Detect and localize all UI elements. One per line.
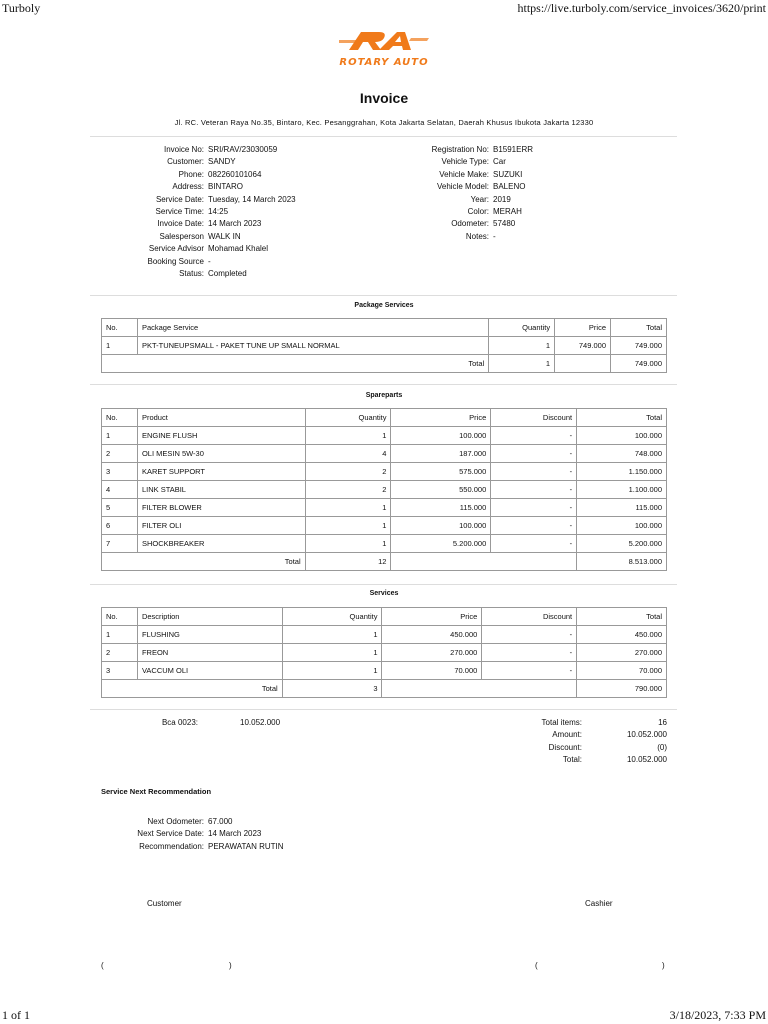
column-header: Product xyxy=(137,409,305,427)
cashier-signature-label: Cashier xyxy=(585,899,613,908)
recommendation-field-value: PERAWATAN RUTIN xyxy=(208,841,284,851)
recommendation-field-label: Next Service Date: xyxy=(137,829,204,839)
summary-row xyxy=(480,743,667,755)
table-cell: - xyxy=(482,626,577,644)
recommendation-field-label: Recommendation: xyxy=(139,841,204,851)
table-cell: 5.200.000 xyxy=(577,535,667,553)
summary-value: (0) xyxy=(657,742,667,752)
customer-open-paren: ( xyxy=(101,961,104,970)
recommendation-field-value: 14 March 2023 xyxy=(208,829,262,839)
table-cell: 100.000 xyxy=(577,517,667,535)
vehicle-field-label: Vehicle Make: xyxy=(439,169,489,179)
vehicle-field-row xyxy=(395,219,533,231)
vehicle-details-right xyxy=(395,145,533,244)
table-cell: 1 xyxy=(102,337,138,355)
invoice-field-row xyxy=(100,219,296,231)
table-cell: 2 xyxy=(102,644,138,662)
table-cell: 575.000 xyxy=(391,463,491,481)
table-cell: 4 xyxy=(102,481,138,499)
total-spacer xyxy=(555,355,611,373)
table-cell: 187.000 xyxy=(391,445,491,463)
summary-row xyxy=(480,755,667,767)
vehicle-field-label: Color: xyxy=(467,206,489,216)
invoice-field-value: Completed xyxy=(208,268,247,278)
table-cell: FILTER OLI xyxy=(137,517,305,535)
table-cell: 1.150.000 xyxy=(577,463,667,481)
total-amount: 790.000 xyxy=(577,680,667,698)
vehicle-field-value: BALENO xyxy=(493,182,526,192)
summary-value: 10.052.000 xyxy=(626,755,667,765)
vehicle-field-row xyxy=(395,232,533,244)
table-row xyxy=(102,517,667,535)
invoice-field-row xyxy=(100,157,296,169)
total-quantity: 1 xyxy=(489,355,555,373)
table-cell: - xyxy=(491,427,577,445)
invoice-field-row xyxy=(100,145,296,157)
table-cell: 550.000 xyxy=(391,481,491,499)
vehicle-field-row xyxy=(395,207,533,219)
total-row xyxy=(102,355,667,373)
page-count: 1 of 1 xyxy=(2,1008,30,1022)
table-row xyxy=(102,463,667,481)
table-cell: 749.000 xyxy=(611,337,667,355)
payment-value: 10.052.000 xyxy=(240,718,281,727)
services-table xyxy=(101,607,667,698)
table-cell: 100.000 xyxy=(391,517,491,535)
summary-label: Amount: xyxy=(552,730,582,740)
table-cell: 70.000 xyxy=(577,662,667,680)
table-cell: - xyxy=(491,445,577,463)
vehicle-field-row xyxy=(395,195,533,207)
vehicle-field-value: MERAH xyxy=(493,206,522,216)
total-label: Total xyxy=(102,680,283,698)
column-header: Total xyxy=(577,409,667,427)
vehicle-field-label: Vehicle Type: xyxy=(441,157,489,167)
vehicle-field-value: 57480 xyxy=(493,219,516,229)
spareparts-label: Spareparts xyxy=(365,392,403,399)
invoice-details-left xyxy=(100,145,296,281)
vehicle-field-value: Car xyxy=(493,157,506,167)
total-amount: 749.000 xyxy=(611,355,667,373)
invoice-field-label: Address: xyxy=(172,182,204,192)
invoice-field-row xyxy=(100,170,296,182)
print-footer xyxy=(0,1006,768,1024)
table-cell: 1.100.000 xyxy=(577,481,667,499)
vehicle-field-row xyxy=(395,157,533,169)
table-cell: 5.200.000 xyxy=(391,535,491,553)
invoice-field-row xyxy=(100,257,296,269)
total-row xyxy=(102,553,667,571)
vehicle-field-row xyxy=(395,170,533,182)
vehicle-field-label: Year: xyxy=(470,194,489,204)
table-cell: FREON xyxy=(137,644,282,662)
invoice-field-label: Phone: xyxy=(178,169,204,179)
table-cell: 3 xyxy=(102,463,138,481)
services-label: Services xyxy=(369,590,399,597)
table-cell: 1 xyxy=(305,499,391,517)
total-row xyxy=(102,680,667,698)
total-quantity: 12 xyxy=(305,553,391,571)
vehicle-field-row xyxy=(395,145,533,157)
summary-label: Total items: xyxy=(541,718,582,727)
invoice-field-label: Booking Source xyxy=(147,256,204,266)
table-cell: 115.000 xyxy=(577,499,667,517)
company-address: Jl. RC. Veteran Raya No.35, Bintaro, Kec. Pesanggrahan, Kota Jakarta Selatan, Daerah Khusus Ibukota Jakarta 12330 xyxy=(174,118,594,127)
total-label: Total xyxy=(102,553,306,571)
invoice-field-value: 14:25 xyxy=(208,206,229,216)
invoice-field-row xyxy=(100,232,296,244)
column-header: Discount xyxy=(482,608,577,626)
table-cell: 1 xyxy=(282,626,382,644)
invoice-field-label: Invoice Date: xyxy=(157,219,204,229)
company-logo xyxy=(0,30,768,68)
package-services-label: Package Services xyxy=(354,302,414,309)
invoice-field-label: Status: xyxy=(179,268,204,278)
payment-label: Bca 0023: xyxy=(161,718,198,727)
invoice-field-label: Service Advisor xyxy=(148,244,204,254)
column-header: Quantity xyxy=(305,409,391,427)
table-cell: 70.000 xyxy=(382,662,482,680)
divider xyxy=(90,295,677,296)
total-spacer xyxy=(391,553,577,571)
column-header: Description xyxy=(137,608,282,626)
table-cell: 1 xyxy=(305,517,391,535)
table-cell: - xyxy=(491,535,577,553)
table-row xyxy=(102,445,667,463)
invoice-field-label: Customer: xyxy=(167,157,204,167)
invoice-field-value: SRI/RAV/23030059 xyxy=(208,145,278,154)
table-cell: 748.000 xyxy=(577,445,667,463)
vehicle-field-label: Notes: xyxy=(465,231,489,241)
table-cell: 270.000 xyxy=(382,644,482,662)
column-header: Quantity xyxy=(282,608,382,626)
table-cell: - xyxy=(482,644,577,662)
invoice-field-row xyxy=(100,207,296,219)
page-url: https://live.turboly.com/service_invoices/3620/print xyxy=(517,1,766,15)
table-row xyxy=(102,427,667,445)
column-header: Quantity xyxy=(489,319,555,337)
table-cell: 100.000 xyxy=(577,427,667,445)
table-cell: 1 xyxy=(282,644,382,662)
table-cell: 6 xyxy=(102,517,138,535)
customer-signature-label: Customer xyxy=(147,899,182,908)
column-header: No. xyxy=(102,409,138,427)
invoice-field-row xyxy=(100,269,296,281)
invoice-field-label: Service Date: xyxy=(155,194,204,204)
vehicle-field-label: Registration No: xyxy=(431,145,489,154)
table-row xyxy=(102,337,667,355)
divider xyxy=(90,709,677,710)
table-cell: - xyxy=(491,499,577,517)
print-timestamp: 3/18/2023, 7:33 PM xyxy=(669,1008,766,1022)
invoice-field-value: 082260101064 xyxy=(208,169,262,179)
column-header: Price xyxy=(391,409,491,427)
column-header: Price xyxy=(555,319,611,337)
invoice-field-label: Invoice No: xyxy=(163,145,204,154)
table-cell: 2 xyxy=(102,445,138,463)
table-cell: - xyxy=(491,463,577,481)
table-row xyxy=(102,644,667,662)
divider xyxy=(90,584,677,585)
table-cell: 115.000 xyxy=(391,499,491,517)
summary-label: Discount: xyxy=(548,742,582,752)
cashier-open-paren: ( xyxy=(535,961,538,970)
recommendation-field-value: 67.000 xyxy=(208,817,233,826)
table-cell: 1 xyxy=(305,535,391,553)
table-cell: - xyxy=(491,481,577,499)
total-amount: 8.513.000 xyxy=(577,553,667,571)
table-row xyxy=(102,626,667,644)
total-label: Total xyxy=(102,355,489,373)
table-cell: 1 xyxy=(102,427,138,445)
column-header: No. xyxy=(102,608,138,626)
logo-text: ROTARY AUTO xyxy=(339,57,429,68)
table-cell: 2 xyxy=(305,463,391,481)
table-cell: KARET SUPPORT xyxy=(137,463,305,481)
column-header: Package Service xyxy=(137,319,488,337)
table-cell: FLUSHING xyxy=(137,626,282,644)
vehicle-field-value: B1591ERR xyxy=(493,145,534,154)
vehicle-field-value: SUZUKI xyxy=(493,169,523,179)
table-row xyxy=(102,499,667,517)
invoice-field-value: Mohamad Khalel xyxy=(208,244,269,254)
table-row xyxy=(102,662,667,680)
summary-row xyxy=(480,718,667,730)
table-cell: ENGINE FLUSH xyxy=(137,427,305,445)
recommendation-field-row xyxy=(100,817,284,829)
divider xyxy=(90,384,677,385)
table-cell: FILTER BLOWER xyxy=(137,499,305,517)
invoice-field-value: - xyxy=(208,256,211,266)
recommendation-details xyxy=(100,817,284,854)
divider xyxy=(90,136,677,137)
table-cell: 450.000 xyxy=(382,626,482,644)
invoice-field-row xyxy=(100,244,296,256)
invoice-field-value: 14 March 2023 xyxy=(208,219,262,229)
invoice-title: Invoice xyxy=(359,90,409,106)
table-cell: LINK STABIL xyxy=(137,481,305,499)
print-header xyxy=(0,0,768,18)
page-title: Turboly xyxy=(2,1,41,15)
table-cell: 100.000 xyxy=(391,427,491,445)
table-cell: OLI MESIN 5W-30 xyxy=(137,445,305,463)
package-services-table xyxy=(101,318,667,373)
invoice-field-row xyxy=(100,182,296,194)
total-quantity: 3 xyxy=(282,680,382,698)
logo-mark-icon xyxy=(339,30,429,52)
table-cell: 2 xyxy=(305,481,391,499)
cashier-close-paren: ) xyxy=(662,961,665,970)
spareparts-table xyxy=(101,408,667,571)
table-cell: VACCUM OLI xyxy=(137,662,282,680)
summary-label: Total: xyxy=(562,755,582,765)
invoice-field-value: BINTARO xyxy=(208,182,243,192)
vehicle-field-value: 2019 xyxy=(493,194,511,204)
column-header: Discount xyxy=(491,409,577,427)
recommendation-heading: Service Next Recommendation xyxy=(101,787,212,796)
column-header: No. xyxy=(102,319,138,337)
payment-method xyxy=(120,718,280,730)
table-cell: - xyxy=(482,662,577,680)
summary-value: 16 xyxy=(658,718,667,727)
invoice-field-label: Salesperson xyxy=(159,231,204,241)
table-cell: - xyxy=(491,517,577,535)
table-cell: 749.000 xyxy=(555,337,611,355)
invoice-field-label: Service Time: xyxy=(155,206,204,216)
table-cell: 450.000 xyxy=(577,626,667,644)
invoice-summary xyxy=(480,718,667,768)
vehicle-field-label: Vehicle Model: xyxy=(436,182,489,192)
invoice-field-row xyxy=(100,195,296,207)
table-cell: SHOCKBREAKER xyxy=(137,535,305,553)
summary-row xyxy=(480,730,667,742)
table-cell: 1 xyxy=(489,337,555,355)
vehicle-field-value: - xyxy=(493,231,496,241)
table-cell: PKT-TUNEUPSMALL - PAKET TUNE UP SMALL NORMAL xyxy=(137,337,488,355)
recommendation-field-row xyxy=(100,829,284,841)
column-header: Price xyxy=(382,608,482,626)
summary-value: 10.052.000 xyxy=(626,730,667,740)
table-row xyxy=(102,481,667,499)
invoice-field-value: WALK IN xyxy=(208,231,241,241)
table-cell: 1 xyxy=(102,626,138,644)
table-cell: 7 xyxy=(102,535,138,553)
column-header: Total xyxy=(577,608,667,626)
table-cell: 3 xyxy=(102,662,138,680)
table-cell: 270.000 xyxy=(577,644,667,662)
invoice-field-value: Tuesday, 14 March 2023 xyxy=(208,194,296,204)
invoice-field-value: SANDY xyxy=(208,157,236,167)
customer-close-paren: ) xyxy=(229,961,232,970)
table-cell: 1 xyxy=(282,662,382,680)
vehicle-field-row xyxy=(395,182,533,194)
recommendation-field-row xyxy=(100,842,284,854)
table-cell: 4 xyxy=(305,445,391,463)
table-row xyxy=(102,535,667,553)
table-cell: 1 xyxy=(305,427,391,445)
column-header: Total xyxy=(611,319,667,337)
table-cell: 5 xyxy=(102,499,138,517)
vehicle-field-label: Odometer: xyxy=(451,219,489,229)
total-spacer xyxy=(382,680,577,698)
recommendation-field-label: Next Odometer: xyxy=(147,817,204,826)
